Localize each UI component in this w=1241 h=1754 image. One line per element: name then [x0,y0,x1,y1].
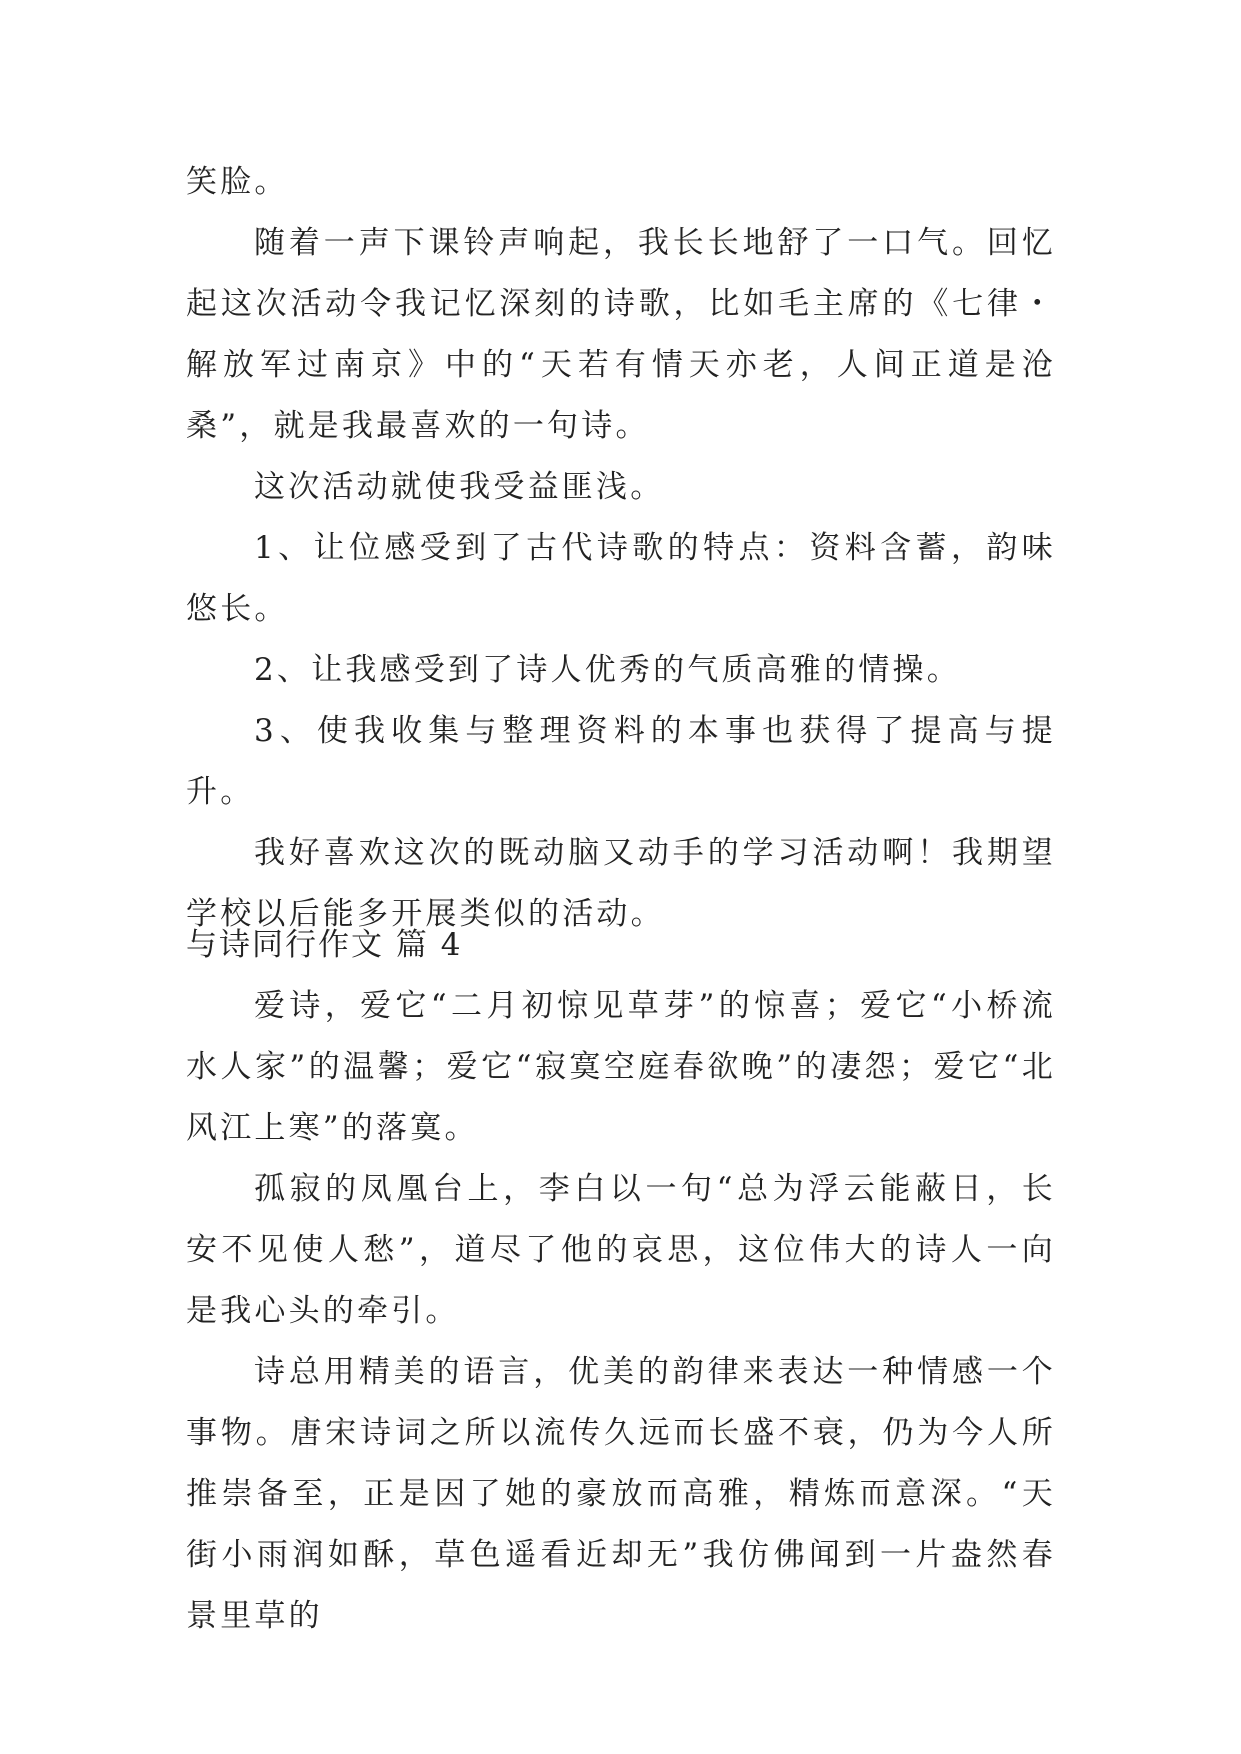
paragraph: 我好喜欢这次的既动脑又动手的学习活动啊！我期望学校以后能多开展类似的活动。 [186,835,1056,932]
paragraph: 3、使我收集与整理资料的本事也获得了提高与提升。 [186,713,1056,810]
text-section-top [186,152,1056,945]
paragraph: 随着一声下课铃声响起，我长长地舒了一口气。回忆起这次活动令我记忆深刻的诗歌，比如毛主席的《七律・解放军过南京》中的“天若有情天亦老，人间正道是沧桑”，就是我最喜欢的一句诗。 [186,225,1056,444]
paragraph: 笑脸。 [186,164,289,200]
paragraph: 爱诗，爱它“二月初惊见草芽”的惊喜；爱它“小桥流水人家”的温馨；爱它“寂寞空庭春欲晚”的凄怨；爱它“北风江上寒”的落寞。 [186,988,1056,1146]
text-section-bottom [186,976,1056,1647]
paragraph: 诗总用精美的语言，优美的韵律来表达一种情感一个事物。唐宋诗词之所以流传久远而长盛不衰，仍为今人所推崇备至，正是因了她的豪放而高雅，精炼而意深。“天街小雨润如酥，草色遥看近却无”我仿佛闻到一片盎然春景里草的 [186,1354,1056,1634]
paragraph: 这次活动就使我受益匪浅。 [254,469,665,505]
section-heading: 与诗同行作文 篇 4 [186,927,463,963]
paragraph: 2、让我感受到了诗人优秀的气质高雅的情操。 [254,652,961,688]
paragraph: 孤寂的凤凰台上，李白以一句“总为浮云能蔽日，长安不见使人愁”，道尽了他的哀思，这位伟大的诗人一向是我心头的牵引。 [186,1171,1056,1329]
paragraph: 1、让位感受到了古代诗歌的特点：资料含蓄，韵味悠长。 [186,530,1056,627]
